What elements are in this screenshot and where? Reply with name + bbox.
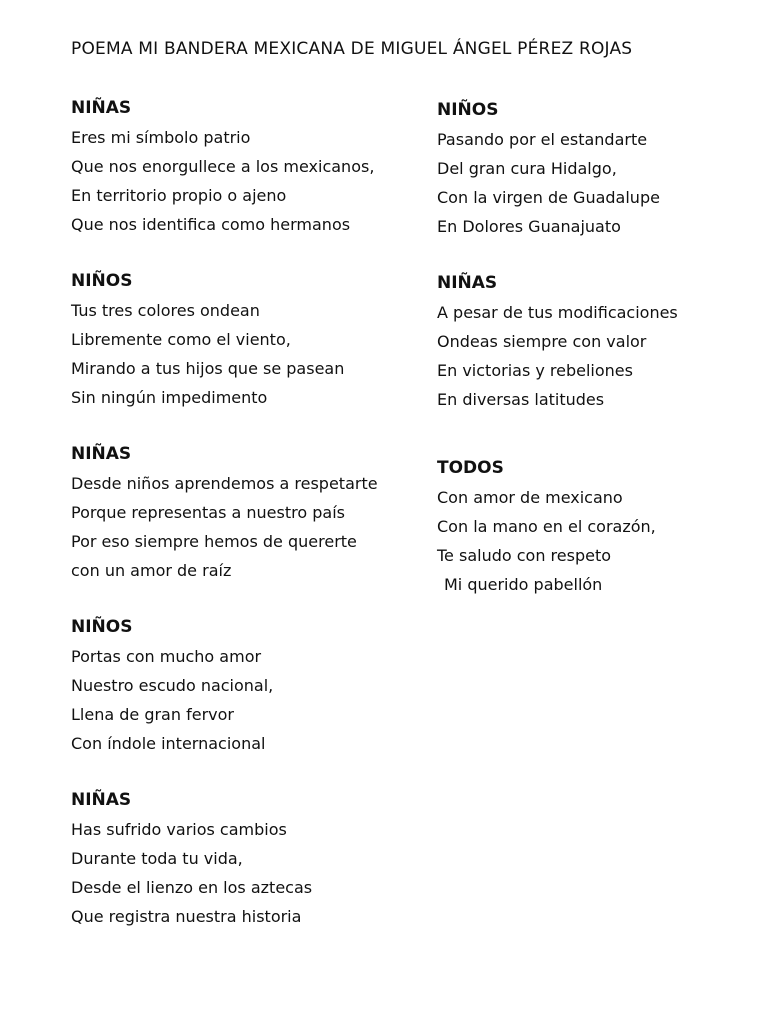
poem-line: Eres mi símbolo patrio	[71, 128, 251, 147]
poem-line: En territorio propio o ajeno	[71, 186, 287, 205]
stanza-heading: NIÑAS	[71, 790, 132, 810]
stanza	[71, 613, 411, 758]
poem-line: Libremente como el viento,	[71, 330, 291, 349]
poem-line: En victorias y rebeliones	[437, 361, 633, 380]
poem-line: En diversas latitudes	[437, 390, 605, 409]
poem-line: Has sufrido varios cambios	[71, 820, 287, 839]
left-column	[71, 94, 411, 931]
poem-line: Con la mano en el corazón,	[437, 517, 656, 536]
poem-line: Con la virgen de Guadalupe	[437, 188, 660, 207]
poem-line: Mi querido pabellón	[444, 575, 603, 594]
poem-line: Del gran cura Hidalgo,	[437, 159, 617, 178]
stanza	[71, 786, 411, 931]
poem-line: Mirando a tus hijos que se pasean	[71, 359, 345, 378]
right-column	[437, 96, 768, 599]
poem-line: A pesar de tus modificaciones	[437, 303, 678, 322]
poem-line: Ondeas siempre con valor	[437, 332, 647, 351]
stanza-heading: NIÑOS	[437, 100, 499, 120]
poem-line: Que registra nuestra historia	[71, 907, 302, 926]
stanza	[437, 454, 768, 599]
poem-line: Te saludo con respeto	[437, 546, 612, 565]
poem-line: En Dolores Guanajuato	[437, 217, 621, 236]
poem-line: Por eso siempre hemos de quererte	[71, 532, 357, 551]
stanza	[71, 440, 411, 585]
poem-line: Nuestro escudo nacional,	[71, 676, 274, 695]
poem-line: Que nos enorgullece a los mexicanos,	[71, 157, 375, 176]
stanza-heading: NIÑOS	[71, 271, 133, 291]
stanza-heading: NIÑAS	[71, 444, 132, 464]
poem-line: Tus tres colores ondean	[71, 301, 260, 320]
stanza-heading: NIÑAS	[71, 98, 132, 118]
poem-line: Con amor de mexicano	[437, 488, 623, 507]
stanza	[437, 96, 768, 241]
stanza-heading: TODOS	[437, 458, 504, 478]
poem-line: Porque representas a nuestro país	[71, 503, 345, 522]
poem-line: Desde niños aprendemos a respetarte	[71, 474, 378, 493]
stanza-heading: NIÑAS	[437, 273, 498, 293]
stanza-heading: NIÑOS	[71, 617, 133, 637]
poem-line: Desde el lienzo en los aztecas	[71, 878, 313, 897]
poem-line: Pasando por el estandarte	[437, 130, 648, 149]
document-title: POEMA MI BANDERA MEXICANA DE MIGUEL ÁNGEL PÉREZ ROJAS	[71, 39, 633, 59]
stanza	[71, 267, 411, 412]
stanza	[71, 94, 411, 239]
stanza	[437, 269, 768, 414]
poem-line: Con índole internacional	[71, 734, 266, 753]
poem-line: con un amor de raíz	[71, 561, 232, 580]
poem-line: Que nos identifica como hermanos	[71, 215, 351, 234]
poem-line: Portas con mucho amor	[71, 647, 262, 666]
poem-line: Sin ningún impedimento	[71, 388, 268, 407]
poem-line: Llena de gran fervor	[71, 705, 234, 724]
poem-line: Durante toda tu vida,	[71, 849, 243, 868]
